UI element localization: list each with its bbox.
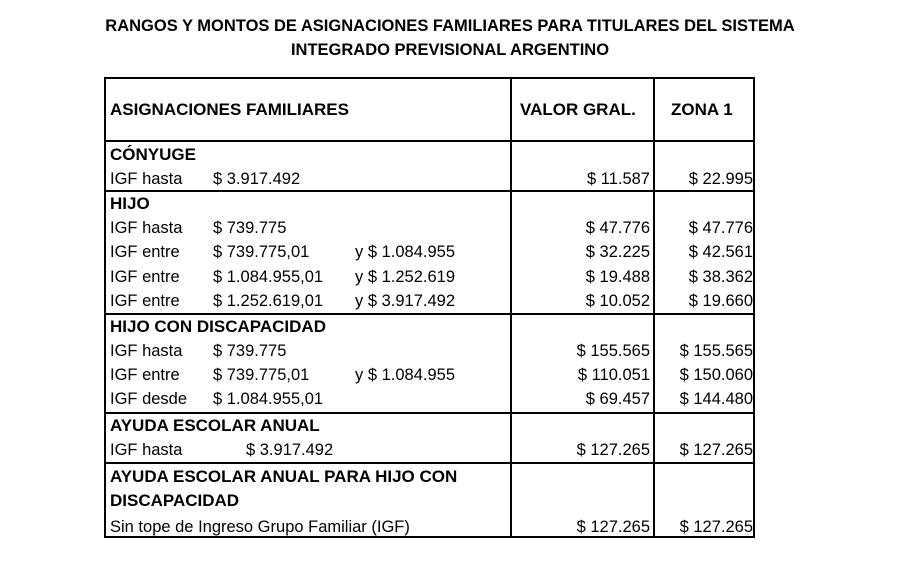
row-label: IGF hasta (110, 170, 183, 188)
row-zona: $ 127.265 (679, 518, 753, 536)
row-zona: $ 19.660 (688, 292, 753, 310)
row-label: IGF entre (110, 292, 180, 310)
section-title-hijo-discapacidad: HIJO CON DISCAPACIDAD (110, 317, 326, 336)
title-line-1: RANGOS Y MONTOS DE ASIGNACIONES FAMILIARES PARA TITULARES DEL SISTEMA (105, 17, 795, 35)
header-asignaciones: ASIGNACIONES FAMILIARES (110, 100, 349, 119)
row-range-from: $ 3.917.492 (213, 170, 301, 188)
document-title (0, 14, 900, 62)
row-range-from: $ 739.775 (213, 342, 287, 360)
row-range-to: y $ 1.084.955 (355, 243, 455, 261)
row-valor: $ 47.776 (585, 219, 650, 237)
row-label: Sin tope de Ingreso Grupo Familiar (IGF) (110, 518, 410, 536)
column-divider (653, 79, 655, 536)
row-divider (106, 140, 753, 142)
row-range-from: $ 1.084.955,01 (213, 268, 324, 286)
section-title-ayuda-escolar-discapacidad-line2: DISCAPACIDAD (110, 491, 240, 510)
row-range-from: $ 1.084.955,01 (213, 390, 324, 408)
row-divider (106, 190, 753, 192)
row-label: IGF hasta (110, 441, 183, 459)
row-range-from: $ 739.775 (213, 219, 287, 237)
row-label: IGF entre (110, 268, 180, 286)
row-valor: $ 32.225 (585, 243, 650, 261)
header-zona-1: ZONA 1 (671, 100, 733, 119)
row-divider (106, 462, 753, 464)
row-range-to: y $ 1.084.955 (355, 366, 455, 384)
row-valor: $ 11.587 (586, 170, 650, 188)
row-label: IGF entre (110, 243, 180, 261)
row-zona: $ 144.480 (679, 390, 753, 408)
row-range-from: $ 3.917.492 (246, 441, 334, 459)
column-divider (510, 79, 512, 536)
row-range-to: y $ 3.917.492 (355, 292, 455, 310)
section-title-conyuge: CÓNYUGE (110, 145, 196, 164)
row-valor: $ 10.052 (585, 292, 650, 310)
row-zona: $ 127.265 (679, 441, 753, 459)
row-label: IGF desde (110, 390, 188, 408)
row-zona: $ 47.776 (688, 219, 753, 237)
row-zona: $ 38.362 (688, 268, 753, 286)
row-valor: $ 127.265 (576, 441, 650, 459)
row-zona: $ 150.060 (679, 366, 753, 384)
section-title-hijo: HIJO (110, 194, 150, 213)
row-range-from: $ 739.775,01 (213, 243, 310, 261)
row-label: IGF hasta (110, 219, 183, 237)
row-valor: $ 127.265 (576, 518, 650, 536)
row-zona: $ 155.565 (679, 342, 753, 360)
row-valor: $ 69.457 (585, 390, 650, 408)
row-label: IGF entre (110, 366, 180, 384)
row-valor: $ 19.488 (585, 268, 650, 286)
row-range-from: $ 1.252.619,01 (213, 292, 324, 310)
row-valor: $ 155.565 (576, 342, 650, 360)
title-line-2: INTEGRADO PREVISIONAL ARGENTINO (290, 41, 610, 59)
row-zona: $ 22.995 (688, 170, 753, 188)
row-range-to: y $ 1.252.619 (355, 268, 455, 286)
section-title-ayuda-escolar-discapacidad: AYUDA ESCOLAR ANUAL PARA HIJO CON (110, 467, 458, 486)
row-zona: $ 42.561 (688, 243, 753, 261)
section-title-ayuda-escolar: AYUDA ESCOLAR ANUAL (110, 416, 320, 435)
header-valor-gral: VALOR GRAL. (520, 100, 636, 119)
allowances-table (104, 77, 755, 538)
row-label: IGF hasta (110, 342, 183, 360)
row-range-from: $ 739.775,01 (213, 366, 310, 384)
row-valor: $ 110.051 (577, 366, 650, 384)
